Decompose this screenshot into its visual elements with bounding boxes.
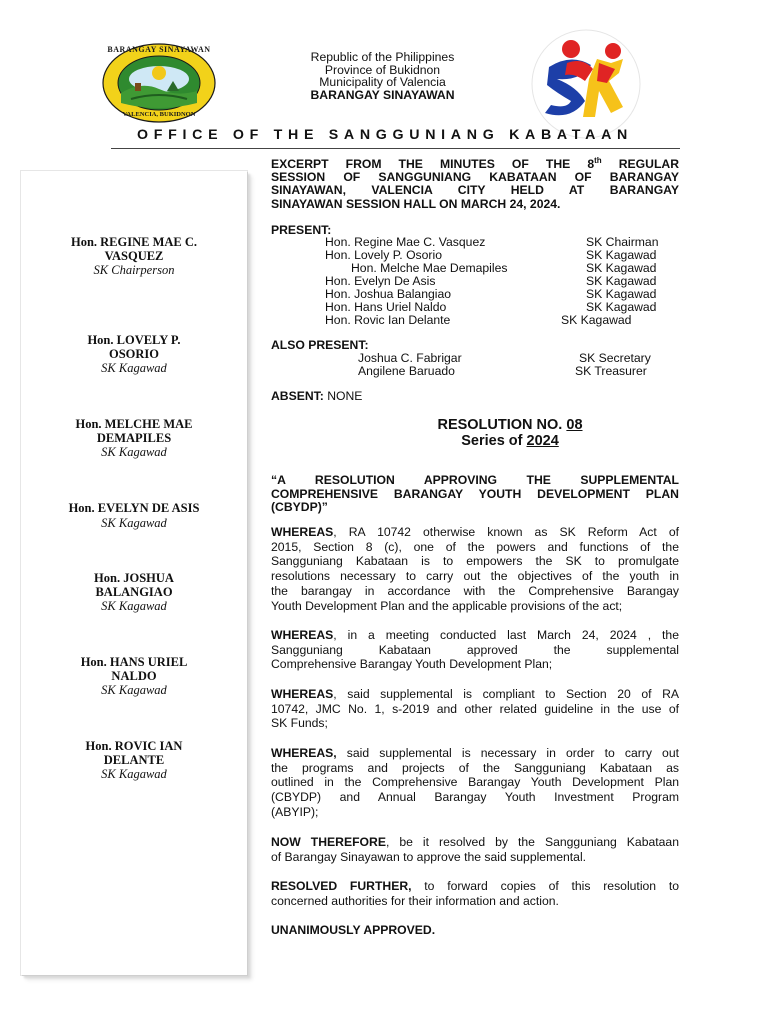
absent-line	[271, 390, 362, 403]
whereas-clause-2: WHEREAS, in a meeting conducted last March 24, 2024 , the Sangguniang Kabataan approved the supplemental Comprehensive Barangay Youth Development Plan;	[271, 628, 679, 672]
member-role: SK Kagawad	[101, 599, 167, 613]
member-role: SK Kagawad	[101, 361, 167, 375]
present-name: Hon. Rovic Ian Delante	[325, 313, 451, 327]
whereas-clause-1: WHEREAS, RA 10742 otherwise known as SK Reform Act of 2015, Section 8 (c), one of the powers and functions of the Sangguniang Kabataan is to empowers the SK to promulgate resolutions necessary to carry out the objectives of the youth in the barangay in accordance with the Comprehensive Barangay Youth Development Plan and the applicable provisions of the act;	[271, 525, 679, 613]
excerpt-line-1: EXCERPT FROM THE MINUTES OF THE 8th REGULAR	[271, 155, 679, 171]
header-line-province: Province of Bukidnon	[324, 62, 441, 77]
member-demapiles	[21, 418, 247, 459]
present-role: SK Chairman	[586, 235, 659, 249]
member-de-asis	[21, 502, 247, 530]
present-role: SK Kagawad	[586, 300, 657, 314]
absent-label: ABSENT:	[271, 389, 324, 403]
also-present-name: Angilene Baruado	[358, 364, 455, 378]
member-name-line2: DEMAPILES	[96, 430, 172, 445]
unanimously-approved: UNANIMOUSLY APPROVED.	[271, 923, 436, 937]
present-name: Hon. Joshua Balangiao	[325, 287, 452, 301]
present-name: Hon. Regine Mae C. Vasquez	[325, 235, 486, 249]
header-line-barangay: BARANGAY SINAYAWAN	[310, 87, 455, 102]
member-name-line1: Hon. ROVIC IAN	[85, 739, 183, 753]
present-name: Hon. Hans Uriel Naldo	[325, 300, 447, 314]
member-name-line2: NALDO	[111, 668, 157, 683]
member-name-line1: Hon. JOSHUA	[94, 571, 174, 585]
present-name: Hon. Melche Mae Demapiles	[351, 261, 508, 275]
member-role: SK Kagawad	[101, 445, 167, 459]
member-name-line1: Hon. MELCHE MAE	[75, 417, 193, 431]
member-name-line2: DELANTE	[103, 752, 165, 767]
member-name-line2: BALANGIAO	[95, 584, 173, 599]
resolution-number: RESOLUTION NO. 08	[437, 417, 583, 433]
now-therefore-clause: NOW THEREFORE, be it resolved by the Sangguniang Kabataan of Barangay Sinayawan to approve the said supplemental.	[271, 835, 679, 864]
present-role: SK Kagawad	[561, 313, 632, 327]
seal-text-bottom: VALENCIA, BUKIDNON	[122, 111, 196, 118]
member-delante	[21, 740, 247, 781]
member-osorio	[21, 334, 247, 375]
also-present-label: ALSO PRESENT:	[271, 338, 369, 352]
member-name-line1: Hon. HANS URIEL	[80, 655, 188, 669]
barangay-seal-logo	[101, 43, 217, 123]
also-present-name: Joshua C. Fabrigar	[358, 351, 462, 365]
whereas-clause-3: WHEREAS, said supplemental is compliant to Section 20 of RA 10742, JMC No. 1, s-2019 and other related guideline in the use of SK Funds;	[271, 687, 679, 731]
member-name-line1: Hon. LOVELY P.	[87, 333, 181, 347]
sk-logo	[527, 29, 644, 139]
member-name-line1: Hon. REGINE MAE C.	[70, 235, 198, 249]
seal-text-top: BARANGAY SINAYAWAN	[107, 45, 211, 54]
also-present-role: SK Treasurer	[575, 364, 647, 378]
subject-line-1: “A RESOLUTION APPROVING THE SUPPLEMENTAL	[271, 473, 679, 487]
member-name-line1: Hon. EVELYN DE ASIS	[68, 501, 200, 515]
excerpt-line-3: SINAYAWAN, VALENCIA CITY HELD AT BARANGAY	[271, 183, 679, 198]
excerpt-line-4: SINAYAWAN SESSION HALL ON MARCH 24, 2024.	[271, 196, 561, 211]
resolved-further-clause: RESOLVED FURTHER, to forward copies of this resolution to concerned authorities for their information and action.	[271, 879, 680, 908]
subject-line-2: COMPREHENSIVE BARANGAY YOUTH DEVELOPMENT PLAN	[271, 486, 679, 501]
present-role: SK Kagawad	[586, 287, 657, 301]
whereas-clause-4: WHEREAS, said supplemental is necessary in order to carry out the programs and projects of the Sangguniang Kabataan as outlined in the Comprehensive Barangay Youth Development Plan (CBYDP) and Annual Barangay Youth Investment Program (ABYIP);	[271, 746, 679, 819]
office-title: OFFICE OF THE SANGGUNIANG KABATAAN	[137, 127, 633, 143]
excerpt-line-2: SESSION OF SANGGUNIANG KABATAAN OF BARANGAY	[271, 170, 679, 185]
present-name: Hon. Lovely P. Osorio	[325, 248, 442, 262]
header-line-municipality: Municipality of Valencia	[319, 75, 446, 89]
member-role: SK Kagawad	[101, 767, 167, 781]
member-name-line2: OSORIO	[108, 346, 159, 361]
present-role: SK Kagawad	[586, 248, 657, 262]
member-role: SK Chairperson	[93, 263, 175, 277]
present-role: SK Kagawad	[586, 274, 657, 288]
member-balangiao	[21, 572, 247, 613]
council-members-sidebar	[21, 171, 247, 975]
header-line-republic: Republic of the Philippines	[310, 50, 455, 64]
member-naldo	[21, 656, 247, 697]
present-label: PRESENT:	[271, 223, 332, 237]
resolution-subject	[271, 474, 679, 515]
header-divider	[111, 148, 680, 149]
member-name-line2: VASQUEZ	[104, 248, 164, 263]
resolution-series: Series of 2024	[461, 433, 559, 449]
member-vasquez	[21, 236, 247, 277]
absent-value: NONE	[323, 389, 363, 403]
member-role: SK Kagawad	[101, 683, 167, 697]
letterhead	[250, 51, 515, 101]
also-present-role: SK Secretary	[579, 351, 651, 365]
present-role: SK Kagawad	[586, 261, 657, 275]
member-role: SK Kagawad	[101, 515, 167, 530]
subject-line-3: (CBYDP)”	[271, 500, 328, 514]
present-name: Hon. Evelyn De Asis	[325, 274, 436, 288]
excerpt-heading	[271, 155, 679, 211]
